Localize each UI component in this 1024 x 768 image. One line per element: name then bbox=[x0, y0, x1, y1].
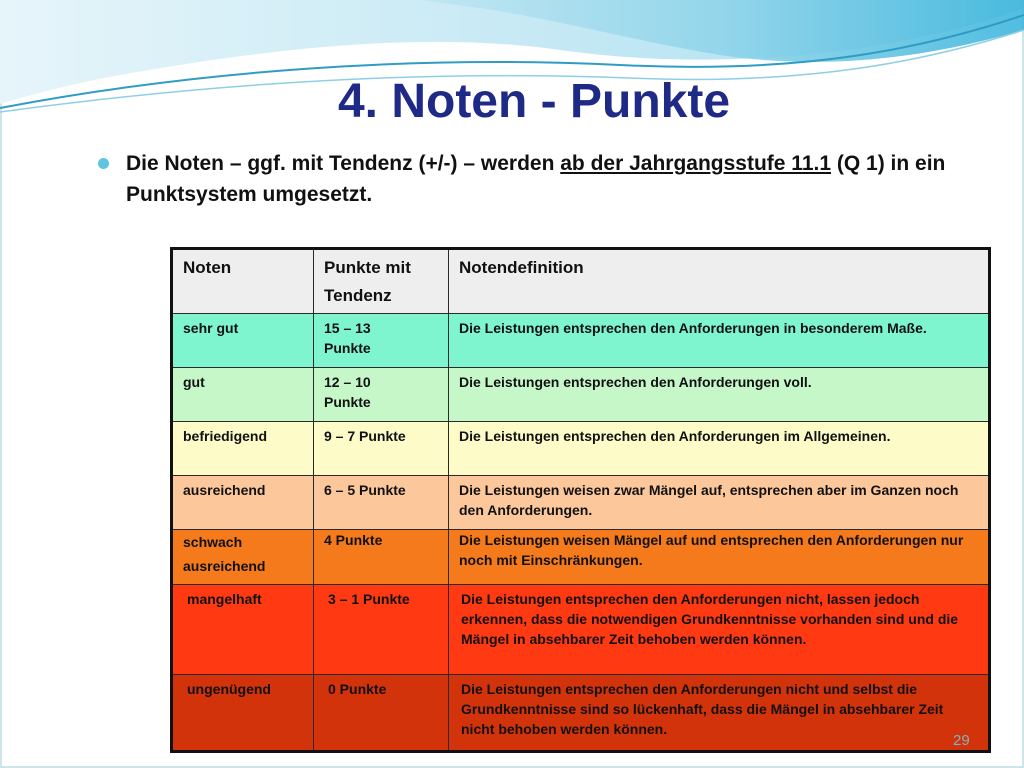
grade-cell: sehr gut bbox=[172, 314, 314, 368]
bullet-text-end: (Q 1) in ein Punktsystem umgesetzt. bbox=[126, 152, 946, 206]
bullet-item bbox=[98, 148, 958, 210]
definition-cell: Die Leistungen entsprechen den Anforderungen in besonderem Maße. bbox=[449, 314, 990, 368]
header-cell-definition: Notendefinition bbox=[449, 249, 990, 314]
points-cell: 12 – 10 Punkte bbox=[314, 368, 449, 422]
points-cell: 9 – 7 Punkte bbox=[314, 422, 449, 476]
table-row bbox=[172, 368, 990, 422]
grade-cell: mangelhaft bbox=[172, 585, 314, 675]
table-header-row bbox=[172, 249, 990, 314]
definition-cell: Die Leistungen entsprechen den Anforderungen voll. bbox=[449, 368, 990, 422]
grades-table bbox=[170, 247, 991, 753]
grade-cell: ungenügend bbox=[172, 675, 314, 752]
definition-cell: Die Leistungen weisen Mängel auf und entsprechen den Anforderungen nur noch mit Einschränkungen. bbox=[449, 530, 990, 585]
definition-cell: Die Leistungen entsprechen den Anforderungen nicht, lassen jedoch erkennen, dass die notwendigen Grundkenntnisse vorhanden sind und die Mängel in absehbarer Zeit behoben werden können. bbox=[449, 585, 990, 675]
grade-cell: schwach ausreichend bbox=[172, 530, 314, 585]
grade-cell: ausreichend bbox=[172, 476, 314, 530]
bullet-text-underlined: ab der Jahrgangsstufe 11.1 bbox=[560, 152, 832, 175]
table-row bbox=[172, 476, 990, 530]
definition-cell: Die Leistungen entsprechen den Anforderungen nicht und selbst die Grundkenntnisse sind so lückenhaft, dass die Mängel in absehbarer Zeit nicht behoben werden können. bbox=[449, 675, 990, 752]
header-cell-noten: Noten bbox=[172, 249, 314, 314]
slide-title: 4. Noten - Punkte bbox=[337, 75, 731, 128]
points-cell: 4 Punkte bbox=[314, 530, 449, 585]
grade-cell: gut bbox=[172, 368, 314, 422]
definition-cell: Die Leistungen weisen zwar Mängel auf, entsprechen aber im Ganzen noch den Anforderungen. bbox=[449, 476, 990, 530]
points-cell: 15 – 13 Punkte bbox=[314, 314, 449, 368]
header-cell-punkte: Punkte mit Tendenz bbox=[314, 249, 449, 314]
bullet-text bbox=[126, 148, 958, 210]
table-row bbox=[172, 314, 990, 368]
definition-cell: Die Leistungen entsprechen den Anforderungen im Allgemeinen. bbox=[449, 422, 990, 476]
bullet-dot-icon bbox=[98, 158, 109, 169]
table-row bbox=[172, 422, 990, 476]
slide-number: 29 bbox=[953, 732, 970, 749]
table-row bbox=[172, 585, 990, 675]
table-row bbox=[172, 675, 990, 752]
points-cell: 0 Punkte bbox=[314, 675, 449, 752]
table-row bbox=[172, 530, 990, 585]
bullet-text-start: Die Noten – ggf. mit Tendenz (+/-) – werden bbox=[126, 152, 561, 175]
grade-cell: befriedigend bbox=[172, 422, 314, 476]
points-cell: 6 – 5 Punkte bbox=[314, 476, 449, 530]
points-cell: 3 – 1 Punkte bbox=[314, 585, 449, 675]
